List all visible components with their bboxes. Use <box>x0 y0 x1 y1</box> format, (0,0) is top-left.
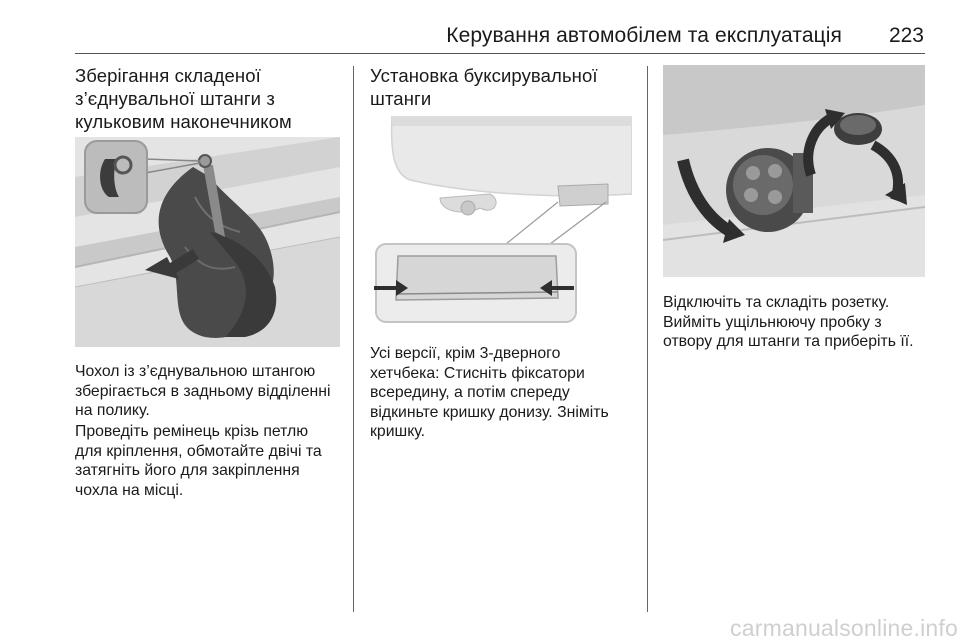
column-1 <box>75 64 340 499</box>
column-divider-2 <box>647 66 648 612</box>
tow-bar-bag-illustration <box>75 137 340 347</box>
column-2 <box>370 64 635 441</box>
storage-paragraph-2: Проведіть ремінець крізь петлю для кріплення, обмотайте двічі та затягніть його для закріплення чохла на місці. <box>75 423 322 499</box>
watermark: carmanualsonline.info <box>730 615 958 641</box>
figure-tow-bar-bag <box>75 137 340 347</box>
header-rule <box>75 53 925 54</box>
column-divider-1 <box>353 66 354 612</box>
figure-socket-fold <box>663 65 925 277</box>
installation-paragraph-1: Усі версії, крім 3-дверного хетчбека: Стисніть фіксатори всередину, а потім спереду відкиньте кришку донизу. Зніміть кришку. <box>370 345 609 441</box>
page-number: 223 <box>888 24 924 47</box>
figure-bumper-cover <box>370 116 632 326</box>
storage-paragraph-1: Чохол із з’єднувальною штангою зберігається в задньому відділенні на полику. <box>75 363 331 420</box>
section-heading-storage: Зберігання складеної з’єднувальної штанги з кульковим наконечником <box>75 65 292 132</box>
socket-fold-illustration <box>663 65 925 277</box>
section-heading-installation: Установка буксирувальної штанги <box>370 65 598 109</box>
bumper-cover-illustration <box>370 116 632 326</box>
socket-paragraph-1: Відключіть та складіть розетку. Вийміть ущільнюючу пробку з отвору для штанги та приберіть її. <box>663 294 914 351</box>
running-header-title: Керування автомобілем та експлуатація <box>446 24 842 47</box>
